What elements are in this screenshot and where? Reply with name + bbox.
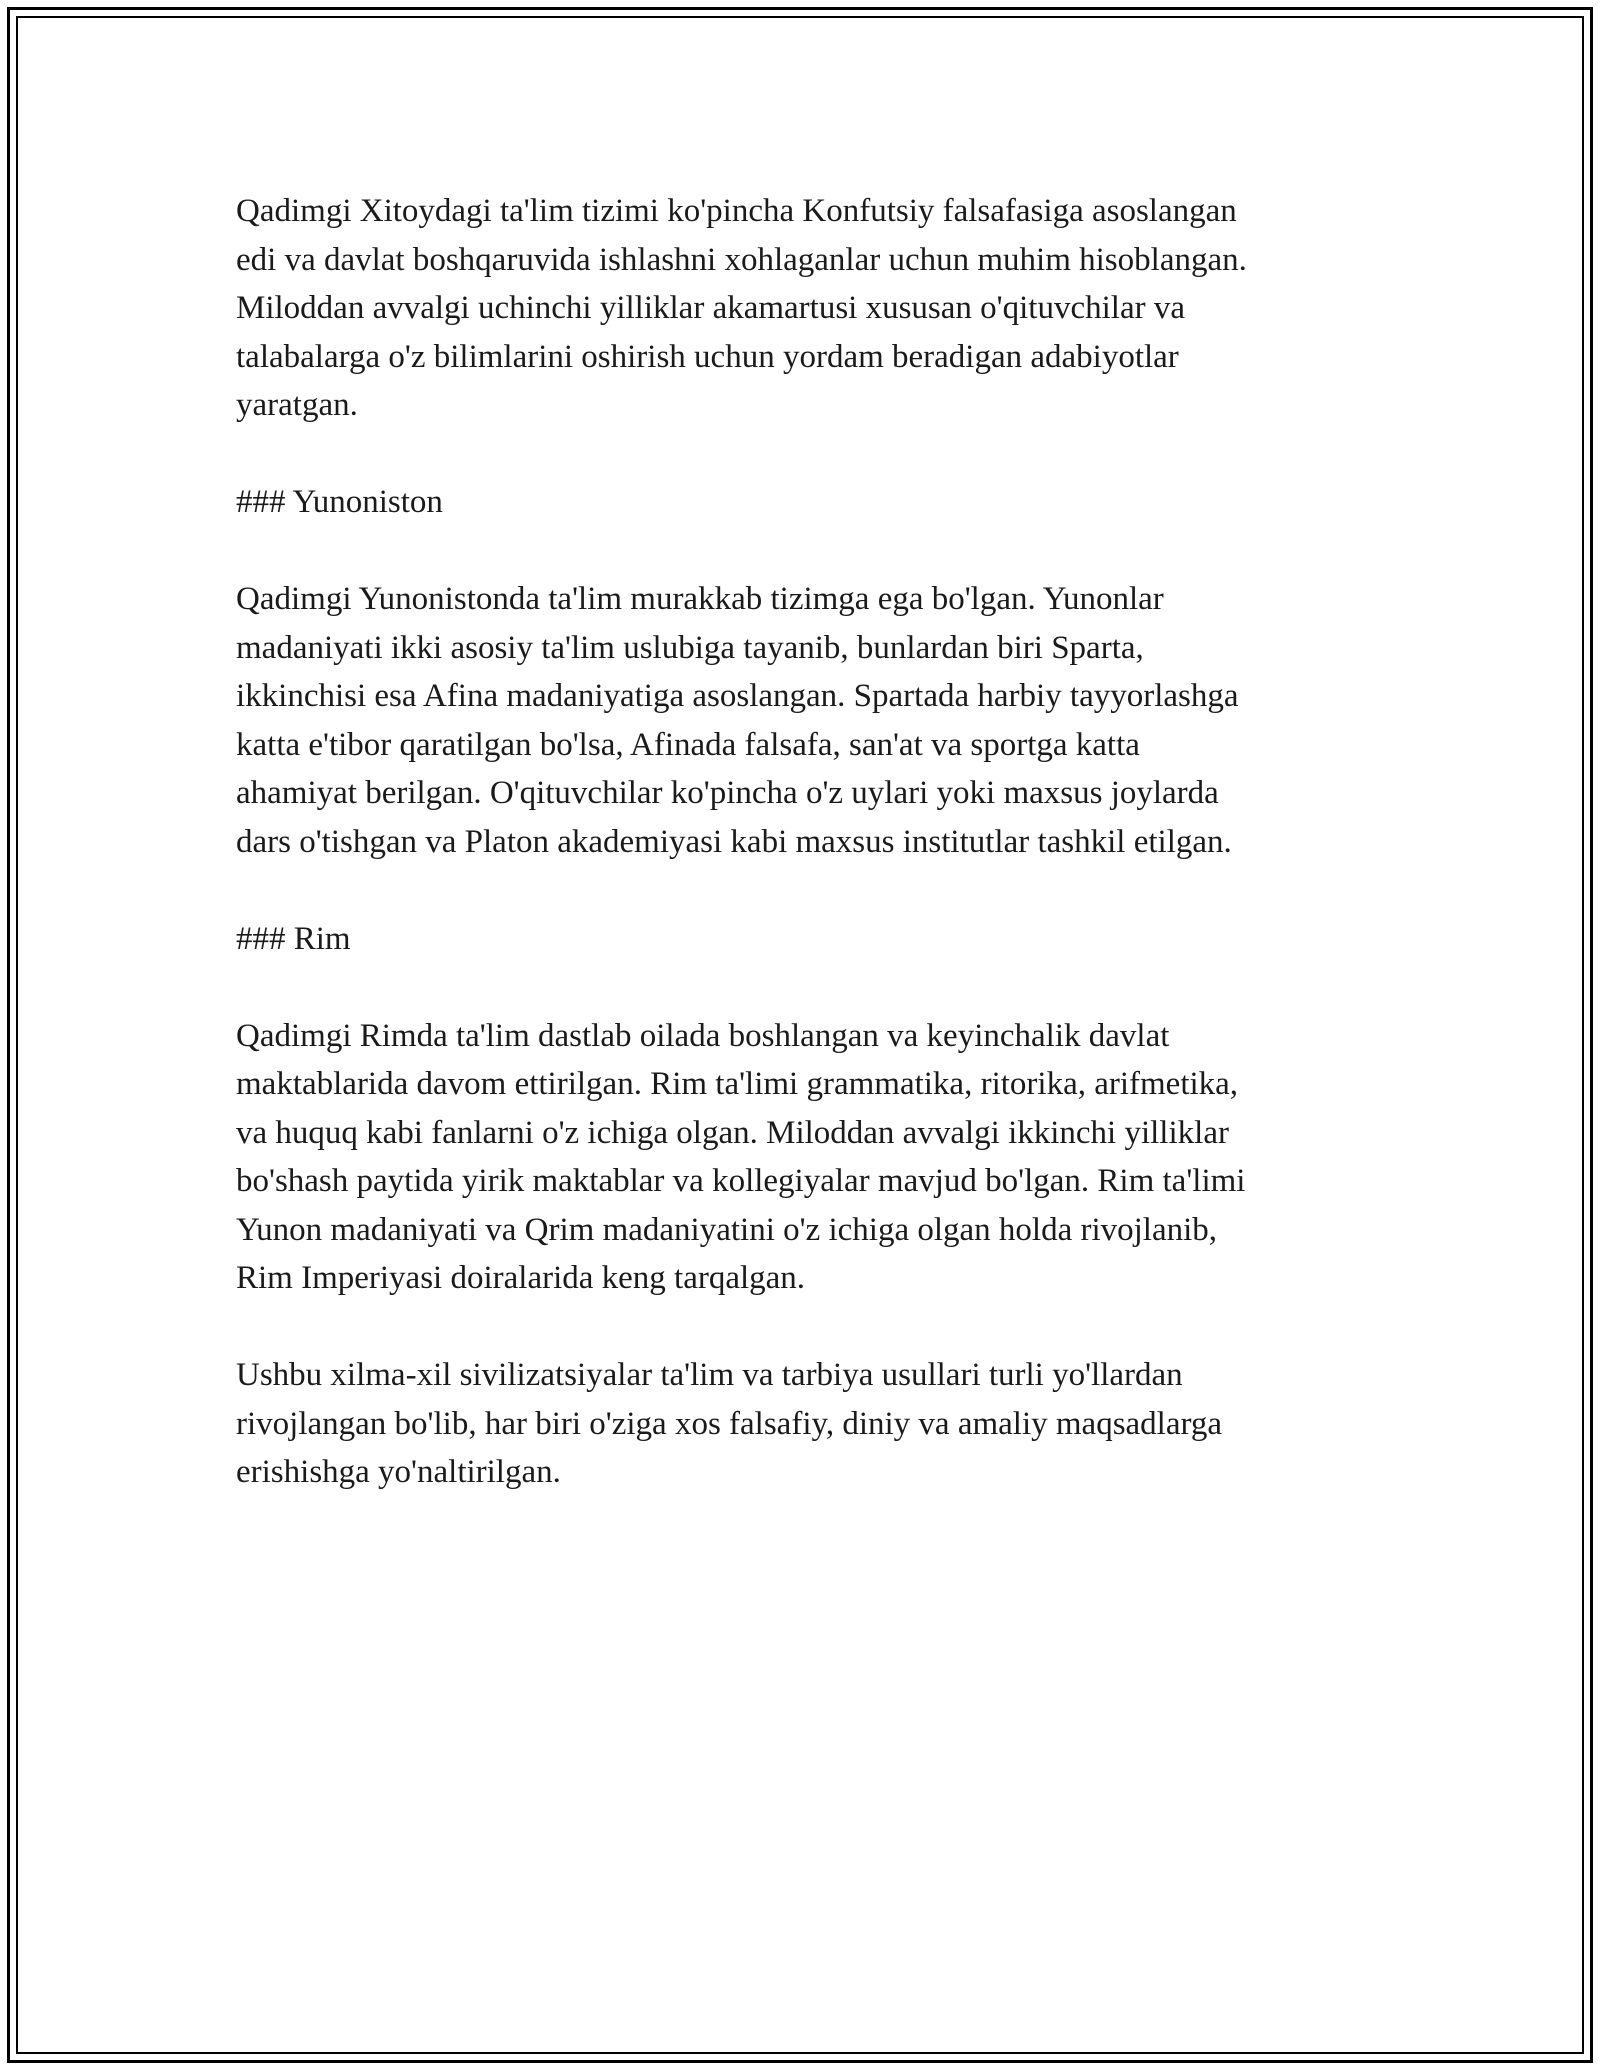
text-line: rivojlangan bo'lib, har biri o'ziga xos falsafiy, diniy va amaliy maqsadlarga: [236, 1405, 1223, 1442]
text-line: dars o'tishgan va Platon akademiyasi kabi maxsus institutlar tashkil etilgan.: [236, 823, 1232, 860]
text-line: edi va davlat boshqaruvida ishlashni xohlaganlar uchun muhim hisoblangan.: [236, 241, 1247, 278]
text-line: talabalarga o'z bilimlarini oshirish uchun yordam beradigan adabiyotlar: [236, 338, 1179, 375]
section-heading: [236, 478, 1386, 527]
text-line: va huquq kabi fanlarni o'z ichiga olgan. Miloddan avvalgi ikkinchi yilliklar: [236, 1114, 1229, 1151]
text-line: Qadimgi Yunonistonda ta'lim murakkab tizimga ega bo'lgan. Yunonlar: [236, 581, 1164, 617]
text-line: Qadimgi Xitoydagi ta'lim tizimi ko'pincha Konfutsiy falsafasiga asoslangan: [236, 193, 1237, 229]
text-line: yaratgan.: [236, 387, 358, 423]
text-line: ### Yunoniston: [236, 484, 443, 520]
body-paragraph: [236, 1012, 1386, 1303]
text-line: Rim Imperiyasi doiralarida keng tarqalgan.: [236, 1260, 806, 1296]
text-line: maktablarida davom ettirilgan. Rim ta'limi grammatika, ritorika, arifmetika,: [236, 1066, 1239, 1102]
body-paragraph: [236, 1351, 1386, 1497]
body-paragraph: [236, 575, 1386, 866]
text-line: ikkinchisi esa Afina madaniyatiga asoslangan. Spartada harbiy tayyorlashga: [236, 678, 1239, 714]
text-line: erishishga yo'naltirilgan.: [236, 1454, 561, 1490]
body-paragraph: [236, 187, 1386, 430]
section-heading: [236, 915, 1386, 964]
text-line: Yunon madaniyati va Qrim madaniyatini o'z ichiga olgan holda rivojlanib,: [236, 1211, 1218, 1248]
text-line: madaniyati ikki asosiy ta'lim uslubiga tayanib, bunlardan biri Sparta,: [236, 629, 1144, 666]
text-line: ahamiyat berilgan. O'qituvchilar ko'pincha o'z uylari yoki maxsus joylarda: [236, 775, 1219, 811]
text-line: katta e'tibor qaratilgan bo'lsa, Afinada falsafa, san'at va sportga katta: [236, 726, 1140, 763]
text-line: Qadimgi Rimda ta'lim dastlab oilada boshlangan va keyinchalik davlat: [236, 1017, 1170, 1054]
text-line: Miloddan avvalgi uchinchi yilliklar akamartusi xususan o'qituvchilar va: [236, 290, 1185, 326]
text-line: Ushbu xilma-xil sivilizatsiyalar ta'lim va tarbiya usullari turli yo'llardan: [236, 1357, 1183, 1393]
text-line: bo'shash paytida yirik maktablar va kollegiyalar mavjud bo'lgan. Rim ta'limi: [236, 1163, 1246, 1199]
text-line: ### Rim: [236, 920, 351, 957]
document-body: [236, 187, 1386, 1545]
